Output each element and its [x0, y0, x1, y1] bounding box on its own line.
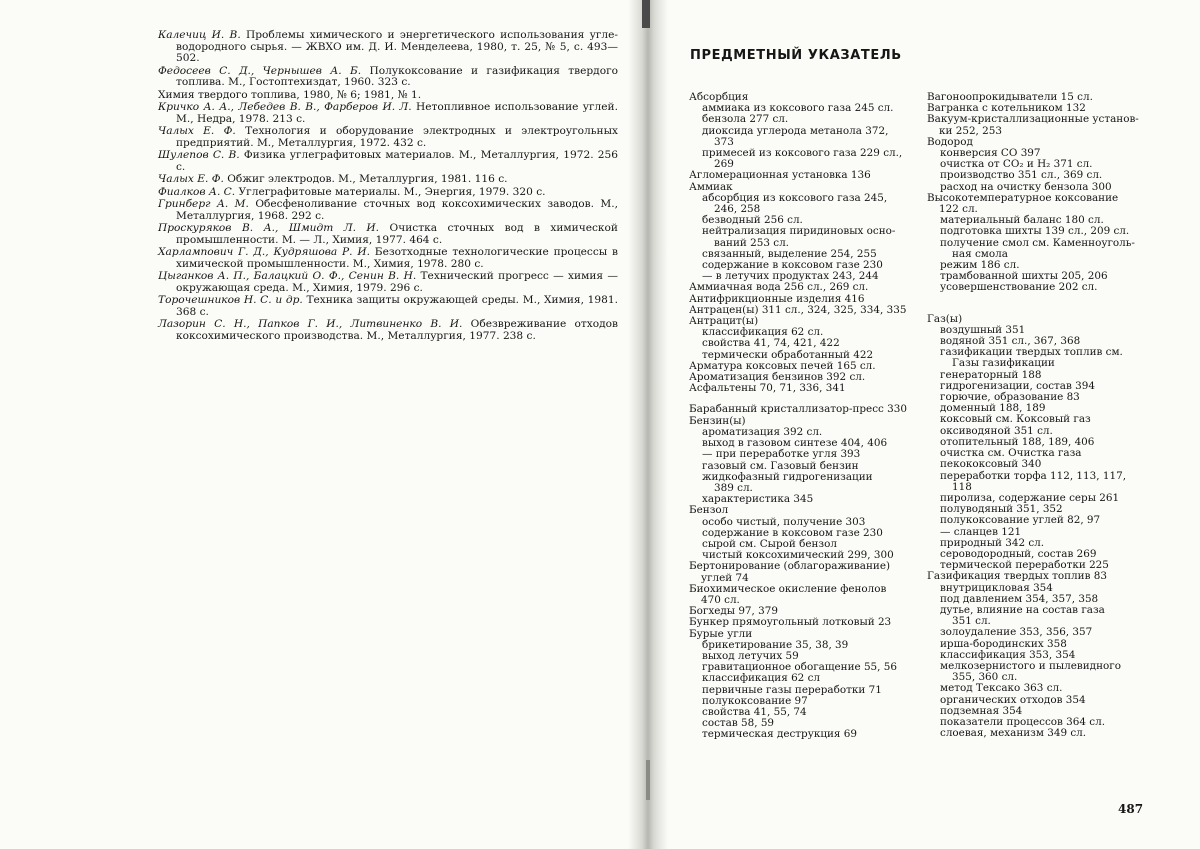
- index-entry-continuation: 355, 360 сл.: [952, 671, 1018, 684]
- index-entry-text: Аммиачная вода 256 сл., 269 сл.: [689, 281, 869, 294]
- index-entry-text: Бурые угли: [689, 627, 753, 640]
- index-entry-text: Антрацит(ы): [689, 315, 759, 328]
- index-heading[interactable]: [927, 193, 1151, 215]
- index-entry-text: под давлением 354, 357, 358: [940, 592, 1099, 605]
- index-entry-text: Вагранка с котельником 132: [927, 102, 1086, 115]
- index-entry-text: гидрогенизации, состав 394: [940, 379, 1095, 392]
- bibliography-entry: [158, 187, 618, 199]
- index-entry-text: брикетирование 35, 38, 39: [702, 638, 849, 651]
- index-entry-text: термической переработки 225: [940, 559, 1109, 572]
- index-entry-text: чистый коксохимический 299, 300: [702, 549, 894, 562]
- index-entry-text: аммиака из коксового газа 245 сл.: [702, 102, 894, 115]
- reference-author: Проскуряков В. А., Шмидт Л. И.: [158, 222, 380, 234]
- index-entry-text: генераторный 188: [940, 368, 1042, 381]
- index-entry-text: Арматура коксовых печей 165 сл.: [689, 359, 876, 372]
- index-entry-text: безводный 256 сл.: [702, 214, 803, 227]
- index-entry-text: водяной 351 сл., 367, 368: [940, 335, 1081, 348]
- reference-text: Обжиг электродов. М., Металлургия, 1981. 116 с.: [223, 173, 508, 185]
- bibliography-entry: [158, 223, 618, 246]
- index-entry-text: подготовка шихты 139 сл., 209 сл.: [940, 225, 1130, 238]
- index-subentry[interactable]: [927, 661, 1151, 683]
- reference-text: Техника защиты окружающей среды. М., Химия, 1981. 368 с.: [176, 294, 619, 318]
- index-heading[interactable]: [689, 383, 913, 394]
- index-entry-text: Водород: [927, 135, 973, 148]
- index-entry-text: Биохимическое окисление фенолов: [689, 582, 887, 595]
- index-entry-text: полукоксование углей 82, 97: [940, 514, 1101, 527]
- index-entry-text: воздушный 351: [940, 323, 1026, 336]
- index-entry-continuation: Газы газификации: [952, 357, 1055, 370]
- reference-author: Цыганков А. П., Балацкий О. Ф., Сенин В. Н.: [158, 270, 417, 282]
- index-entry-text: внутрицикловая 354: [940, 581, 1053, 594]
- index-entry-text: характеристика 345: [702, 493, 814, 506]
- index-entry-text: классификация 62 сл: [702, 672, 821, 685]
- index-entry-text: связанный, выделение 254, 255: [702, 247, 877, 260]
- bibliography-entry: [158, 102, 618, 125]
- index-entry-text: золоудаление 353, 356, 357: [940, 626, 1093, 639]
- reference-text: Технология и оборудование электродных и электроугольных предприятий. М., Металлургия, 1972. 432 с.: [176, 125, 618, 149]
- index-entry-continuation: ки 252, 253: [939, 124, 1002, 137]
- reference-author: Фиалков А. С.: [158, 185, 236, 198]
- gutter-shadow: [646, 760, 650, 800]
- book-gutter: [628, 0, 668, 849]
- bibliography-entry: [158, 271, 618, 294]
- index-entry-continuation: 373: [714, 135, 734, 148]
- index-entry-continuation: углей 74: [701, 571, 749, 584]
- index-entry-text: выход в газовом синтезе 404, 406: [702, 437, 888, 450]
- index-entry-text: газовый см. Газовый бензин: [702, 459, 859, 472]
- bibliography-entry: [158, 319, 618, 342]
- index-entry-text: оксиводяной 351 сл.: [940, 424, 1053, 437]
- bibliography-entry: [158, 295, 618, 318]
- index-entry-text: диоксида углерода метанола 372,: [702, 124, 889, 137]
- reference-text: Очистка сточных вод в химической промышленности. М. — Л., Химия, 1977. 464 с.: [176, 222, 618, 246]
- index-subentry[interactable]: [927, 605, 1151, 627]
- index-entry-text: классификация 62 сл.: [702, 326, 824, 339]
- index-entry-continuation: 470 сл.: [701, 593, 740, 606]
- reference-text: Нетопливное использование углей. М., Недра, 1978. 213 с.: [176, 101, 618, 125]
- index-entry-text: Бункер прямоугольный лотковый 23: [689, 616, 892, 629]
- index-entry-text: сероводородный, состав 269: [940, 547, 1097, 560]
- index-entry-text: горючие, образование 83: [940, 391, 1080, 404]
- index-entry-text: Богхеды 97, 379: [689, 605, 778, 618]
- index-entry-text: Бензол: [689, 504, 729, 517]
- index-entry-text: Антифрикционные изделия 416: [689, 292, 865, 305]
- index-entry-text: — в летучих продуктах 243, 244: [702, 270, 879, 283]
- index-entry-text: производство 351 сл., 369 сл.: [940, 169, 1103, 182]
- page-number: 487: [1118, 802, 1144, 816]
- index-entry-text: пекококсовый 340: [940, 458, 1042, 471]
- index-entry-text: особо чистый, получение 303: [702, 515, 866, 528]
- index-subentry[interactable]: [689, 148, 913, 170]
- bibliography-entry: [158, 150, 618, 173]
- index-entry-text: ирша-бородинских 358: [940, 637, 1067, 650]
- reference-author: Лазорин С. Н., Папков Г. И., Литвиненко В. И.: [158, 318, 463, 330]
- index-entry-text: метод Тексако 363 сл.: [940, 682, 1063, 695]
- bibliography-entry: [158, 126, 618, 149]
- bibliography-entry: [158, 247, 618, 270]
- index-entry-text: Вагоноопрокидыватели 15 сл.: [927, 91, 1093, 103]
- index-subentry[interactable]: [927, 282, 1151, 293]
- index-entry-text: расход на очистку бензола 300: [940, 180, 1112, 193]
- reference-author: Федосеев С. Д., Чернышев А. Б.: [158, 64, 362, 77]
- index-entry-text: Высокотемпературное коксование: [927, 191, 1119, 204]
- index-entry-text: Барабанный кристаллизатор-пресс 330: [689, 403, 907, 416]
- index-entry-text: бензола 277 сл.: [702, 113, 789, 126]
- index-entry-text: отопительный 188, 189, 406: [940, 435, 1095, 448]
- index-entry-text: содержание в коксовом газе 230: [702, 526, 883, 539]
- reference-author: Кричко А. А., Лебедев В. В., Фарберов И. Л.: [158, 101, 412, 113]
- index-entry-text: Асфальтены 70, 71, 336, 341: [689, 382, 846, 395]
- index-entry-text: гравитационное обогащение 55, 56: [702, 661, 897, 674]
- reference-author: Калечиц И. В.: [158, 29, 241, 41]
- index-entry-text: переработки торфа 112, 113, 117,: [940, 469, 1127, 482]
- index-entry-text: режим 186 сл.: [940, 259, 1020, 272]
- index-title: ПРЕДМЕТНЫЙ УКАЗАТЕЛЬ: [690, 48, 902, 63]
- index-entry-text: классификация 353, 354: [940, 648, 1076, 661]
- index-entry-text: дутье, влияние на состав газа: [940, 603, 1105, 616]
- index-entry-text: содержание в коксовом газе 230: [702, 259, 883, 272]
- bibliography-entry: [158, 66, 618, 89]
- gutter-mark: [642, 0, 650, 28]
- index-entry-continuation: 118: [952, 480, 972, 493]
- index-entry-text: органических отходов 354: [940, 693, 1086, 706]
- reference-author: Торочешников Н. С. и др.: [158, 294, 303, 306]
- index-entry-text: коксовый см. Коксовый газ: [940, 413, 1091, 426]
- index-entry-text: полукоксование 97: [702, 694, 808, 707]
- reference-author: Харлампович Г. Д., Кудряшова Р. И.: [158, 246, 370, 258]
- reference-text: Обезвреживание отходов коксохимического производства. М., Металлургия, 1977. 238 с.: [176, 318, 618, 342]
- index-entry-text: ароматизация 392 сл.: [702, 425, 823, 438]
- index-entry-continuation: 269: [714, 158, 734, 171]
- reference-text: Технический прогресс — химия — окружающая среда. М., Химия, 1979. 296 с.: [176, 270, 618, 294]
- index-subentry[interactable]: [689, 472, 913, 494]
- index-entry-text: Аммиак: [689, 180, 733, 193]
- index-entry-text: подземная 354: [940, 704, 1023, 717]
- index-entry-text: Газ(ы): [927, 312, 963, 325]
- index-entry-continuation: 246, 258: [714, 203, 761, 216]
- index-subentry[interactable]: [927, 347, 1151, 369]
- index-gap: [927, 294, 1151, 304]
- index-entry-continuation: 122 сл.: [939, 203, 978, 216]
- index-entry-text: очистка см. Очистка газа: [940, 447, 1082, 460]
- index-entry-text: — при переработке угля 393: [702, 448, 861, 461]
- index-entry-text: Бензин(ы): [689, 414, 746, 427]
- index-entry-text: абсорбция из коксового газа 245,: [702, 191, 888, 204]
- index-entry-text: Абсорбция: [689, 91, 749, 103]
- index-subentry[interactable]: [927, 238, 1151, 260]
- index-entry-text: жидкофазный гидрогенизации: [702, 470, 873, 483]
- reference-text: Обесфеноливание сточных вод коксохимических заводов. М., Металлургия, 1968. 292 с.: [176, 198, 618, 222]
- index-column-1: [689, 92, 913, 741]
- bibliography-entry: [158, 199, 618, 222]
- index-entry-continuation: ная смола: [952, 247, 1008, 260]
- index-entry-text: трамбованной шихты 205, 206: [940, 270, 1108, 283]
- bibliography-entry: [158, 30, 618, 65]
- reference-text: Химия твердого топлива, 1980, № 6; 1981, № 1.: [158, 88, 422, 101]
- bibliography-list: [158, 30, 618, 343]
- index-entry-text: выход летучих 59: [702, 649, 799, 662]
- index-entry-text: полуводяный 351, 352: [940, 503, 1063, 516]
- index-entry-text: мелкозернистого и пылевидного: [940, 659, 1121, 672]
- index-entry-text: свойства 41, 55, 74: [702, 705, 807, 718]
- index-entry-text: доменный 188, 189: [940, 402, 1046, 415]
- index-entry-text: термическая деструкция 69: [702, 728, 858, 741]
- index-heading[interactable]: [689, 561, 913, 583]
- index-heading[interactable]: [689, 584, 913, 606]
- index-entry-text: получение смол см. Каменноуголь-: [940, 236, 1135, 249]
- index-entry-text: Бертонирование (облагораживание): [689, 560, 891, 573]
- index-column-2: [927, 92, 1151, 739]
- bibliography-entry: [158, 90, 618, 102]
- bibliography-entry: [158, 174, 618, 186]
- index-heading[interactable]: [927, 114, 1151, 136]
- index-entry-text: конверсия СО 397: [940, 147, 1041, 160]
- index-entry-text: Ароматизация бензинов 392 сл.: [689, 371, 866, 384]
- index-entry-text: пиролиза, содержание серы 261: [940, 491, 1120, 504]
- index-entry-text: очистка от CO₂ и H₂ 371 сл.: [940, 158, 1093, 171]
- index-entry-text: Агломерационная установка 136: [689, 169, 871, 182]
- index-entry-text: сырой см. Сырой бензол: [702, 537, 837, 550]
- index-subentry[interactable]: [689, 729, 913, 740]
- index-entry-text: слоевая, механизм 349 сл.: [940, 727, 1087, 740]
- index-subentry[interactable]: [689, 126, 913, 148]
- index-entry-text: Антрацен(ы) 311 сл., 324, 325, 334, 335: [689, 303, 907, 316]
- index-subentry[interactable]: [689, 226, 913, 248]
- index-entry-text: нейтрализация пиридиновых осно-: [702, 225, 896, 238]
- index-entry-text: первичные газы переработки 71: [702, 683, 882, 696]
- index-entry-continuation: 389 сл.: [714, 481, 753, 494]
- reference-author: Чалых Е. Ф.: [158, 125, 236, 137]
- index-entry-text: природный 342 сл.: [940, 536, 1045, 549]
- reference-text: Безотходные технологические процессы в химической промышленности. М., Химия, 1978. 280 с.: [176, 246, 618, 270]
- index-entry-text: термически обработанный 422: [702, 348, 874, 361]
- index-entry-text: — сланцев 121: [940, 525, 1022, 538]
- index-entry-text: Газификация твердых топлив 83: [927, 570, 1107, 583]
- reference-author: Гринберг А. М.: [158, 198, 249, 210]
- index-entry-text: Вакуум-кристаллизационные установ-: [927, 113, 1139, 126]
- index-entry-text: показатели процессов 364 сл.: [940, 715, 1106, 728]
- reference-text: Физика углеграфитовых материалов. М., Металлургия, 1972. 256 с.: [176, 149, 619, 173]
- index-entry-continuation: 351 сл.: [952, 615, 991, 628]
- index-subentry[interactable]: [689, 193, 913, 215]
- index-entry-text: состав 58, 59: [702, 717, 775, 730]
- reference-text: Проблемы химического и энергетического использования угле-водородного сырья. — ЖВХО им. Д. И. Менделеева, 1980, т. 25, № 5, с. 493—502.: [176, 29, 619, 64]
- reference-text: Углеграфитовые материалы. М., Энергия, 1979. 320 с.: [235, 185, 546, 198]
- index-entry-text: свойства 41, 74, 421, 422: [702, 337, 840, 350]
- index-entry-text: материальный баланс 180 сл.: [940, 214, 1104, 227]
- index-entry-text: примесей из коксового газа 229 сл.,: [702, 147, 903, 160]
- index-entry-text: газификации твердых топлив см.: [940, 346, 1123, 359]
- index-entry-text: усовершенствование 202 сл.: [940, 281, 1098, 294]
- reference-text: Полукоксование и газификация твердого топлива. М., Гостоптехиздат, 1960. 323 с.: [176, 64, 618, 88]
- index-subentry[interactable]: [927, 471, 1151, 493]
- reference-author: Чалых Е. Ф.: [158, 173, 224, 185]
- index-subentry[interactable]: [927, 728, 1151, 739]
- reference-author: Шулепов С. В.: [158, 149, 240, 161]
- index-entry-continuation: ваний 253 сл.: [714, 236, 789, 249]
